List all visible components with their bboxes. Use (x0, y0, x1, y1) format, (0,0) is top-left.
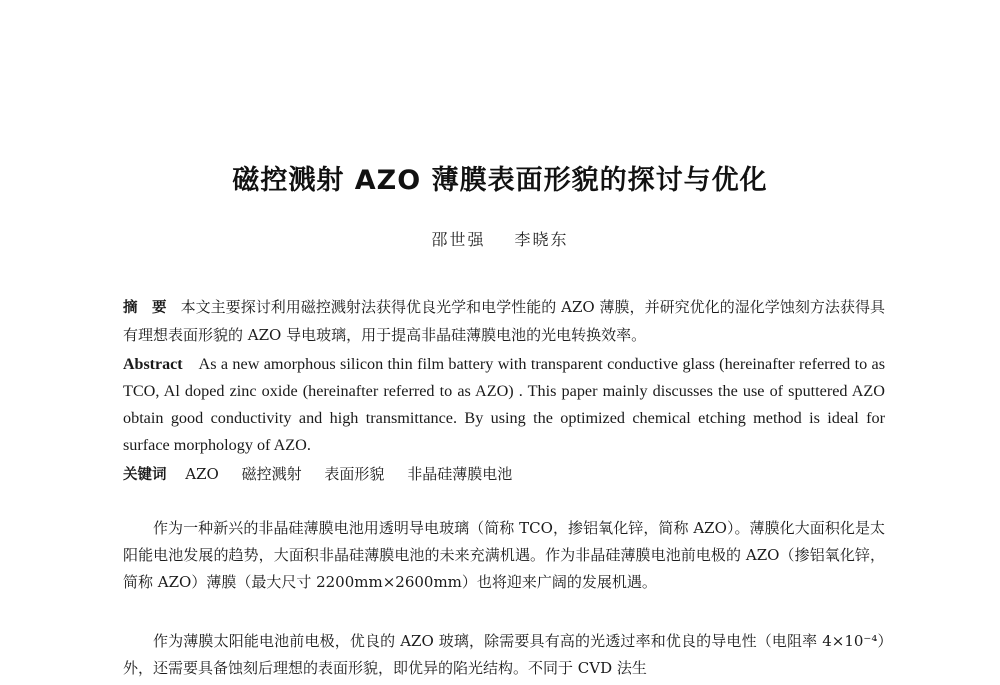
authors (0, 227, 1000, 250)
author-name: 李晓东 (514, 230, 569, 249)
keywords-label: 关键词 (123, 467, 167, 483)
body-paragraph: 作为薄膜太阳能电池前电极，优良的 AZO 玻璃，除需要具有高的光透过率和优良的导电性（电阻率 4×10⁻⁴）外，还需要具备蚀刻后理想的表面形貌，即优异的陷光结构。不同于 CVD 法生 (123, 632, 885, 677)
english-abstract (123, 351, 885, 459)
page-title: 磁控溅射 AZO 薄膜表面形貌的探讨与优化 (232, 165, 768, 196)
keyword-item: AZO (185, 465, 219, 483)
chinese-abstract (123, 294, 885, 349)
english-abstract-text: As a new amorphous silicon thin film battery with transparent conductive glass (hereinafter referred to as TCO, Al doped zinc oxide (hereinafter referred to as AZO) . This paper mainly discusses the use of sputtered AZO obtain good conductivity and high transmittance. By using the optimized chemical etching method is ideal for surface morphology of AZO. (123, 355, 885, 454)
keyword-item: 表面形貌 (324, 465, 385, 483)
keyword-item: 磁控溅射 (241, 465, 302, 483)
chinese-abstract-text: 本文主要探讨利用磁控溅射法获得优良光学和电学性能的 AZO 薄膜，并研究优化的湿化学蚀刻方法获得具有理想表面形貌的 AZO 导电玻璃，用于提高非晶硅薄膜电池的光电转换效率。 (123, 298, 886, 344)
keywords (123, 461, 885, 489)
body-paragraph: 作为一种新兴的非晶硅薄膜电池用透明导电玻璃（简称 TCO，掺铝氧化锌，简称 AZO）。薄膜化大面积化是太阳能电池发展的趋势，大面积非晶硅薄膜电池的未来充满机遇。作为非晶硅薄膜电池前电极的 AZO（掺铝氧化锌，简称 AZO）薄膜（最大尺寸 2200mm×2600mm）也将迎来广阔的发展机遇。 (123, 519, 885, 591)
author-name: 邵世强 (431, 230, 486, 249)
keyword-item: 非晶硅薄膜电池 (407, 465, 513, 483)
chinese-abstract-label: 摘 要 (123, 300, 167, 316)
english-abstract-label: Abstract (123, 356, 183, 373)
